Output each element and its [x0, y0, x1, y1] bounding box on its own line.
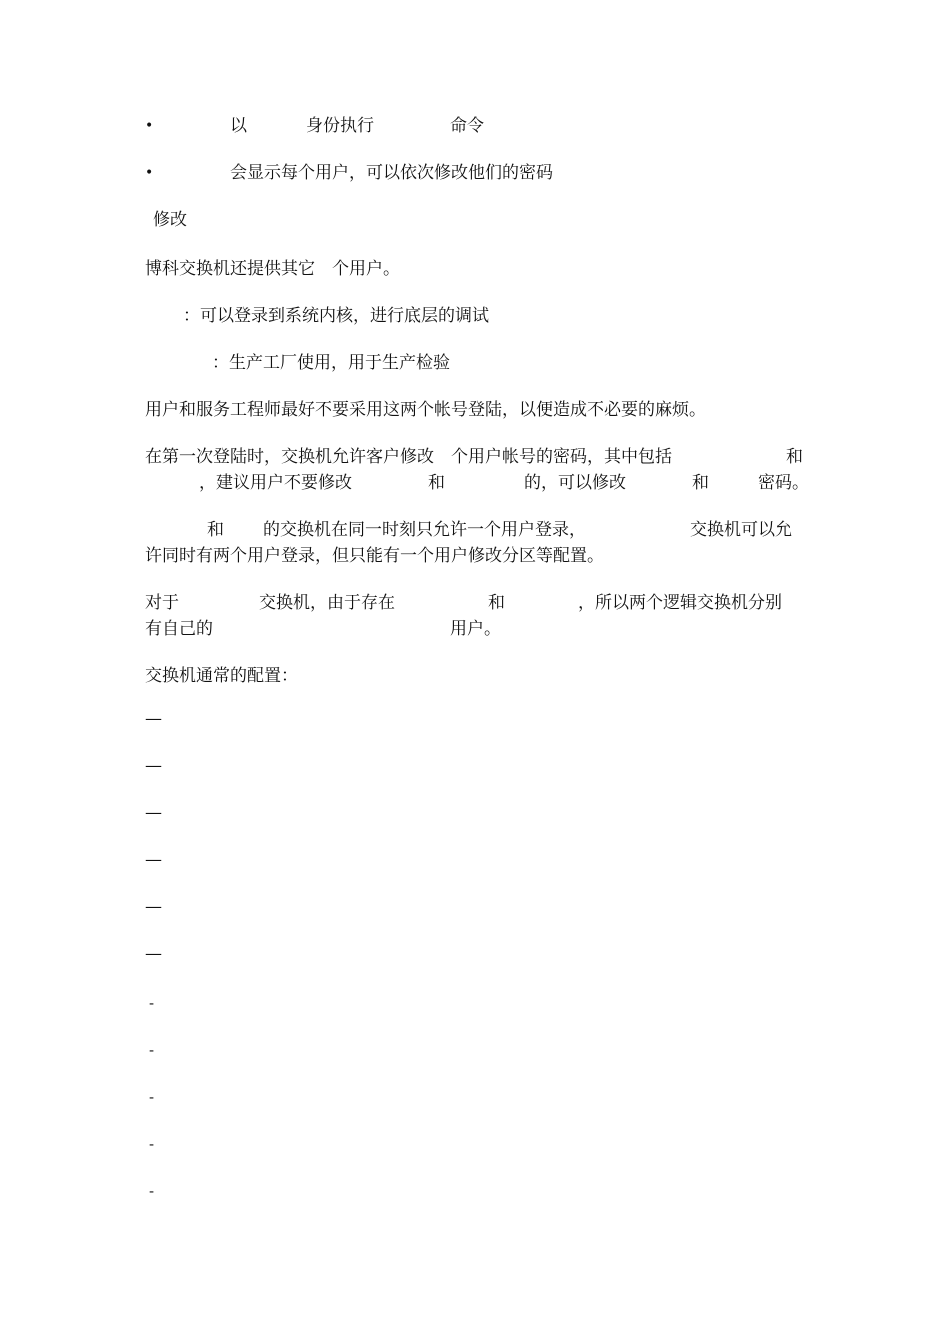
bullet-1-text-b: 身份执行 [306, 116, 374, 136]
short-dash-item: - [149, 1135, 155, 1153]
logical-text-c: 和 [488, 593, 505, 613]
concurrent-text-d: 许同时有两个用户登录，但只能有一个用户修改分区等配置。 [145, 546, 604, 566]
concurrent-text-c: 交换机可以允 [690, 520, 792, 540]
other-users-line: 博科交换机还提供其它 个用户。 [145, 259, 400, 279]
concurrent-text-b: 的交换机在同一时刻只允许一个用户登录， [263, 520, 586, 540]
modify-heading: 修改 [153, 210, 187, 230]
logical-text-f: 用户。 [450, 619, 501, 639]
first-login-text-b: 和 [786, 447, 803, 467]
dash-list-item: — [145, 897, 162, 917]
short-dash-item: - [149, 1182, 155, 1200]
concurrent-text-a: 和 [207, 520, 224, 540]
short-dash-item: - [149, 1041, 155, 1059]
logical-text-b: 交换机，由于存在 [259, 593, 395, 613]
dash-list-item: — [145, 850, 162, 870]
advice-line: 用户和服务工程师最好不要采用这两个帐号登陆，以便造成不必要的麻烦。 [145, 400, 706, 420]
logical-text-d: ，所以两个逻辑交换机分别 [578, 593, 782, 613]
first-login-text-a: 在第一次登陆时，交换机允许客户修改 个用户帐号的密码，其中包括 [145, 447, 672, 467]
first-login-text-g: 密码。 [758, 473, 809, 493]
dash-list-item: — [145, 803, 162, 823]
logical-text-a: 对于 [145, 593, 179, 613]
dash-list-item: — [145, 944, 162, 964]
dash-list-item: — [145, 709, 162, 729]
first-login-text-d: 和 [428, 473, 445, 493]
bullet-1-text-a: 以 [230, 116, 247, 136]
bullet-1-text-c: 命令 [450, 116, 484, 136]
short-dash-item: - [149, 1088, 155, 1106]
config-heading: 交换机通常的配置： [145, 666, 298, 686]
bullet-dot: • [145, 165, 154, 181]
first-login-text-e: 的，可以修改 [524, 473, 626, 493]
short-dash-item: - [149, 994, 155, 1012]
kernel-account-line: ：可以登录到系统内核，进行底层的调试 [183, 306, 489, 326]
first-login-text-c: ，建议用户不要修改 [199, 473, 352, 493]
bullet-dot: • [145, 118, 154, 134]
dash-list-item: — [145, 756, 162, 776]
first-login-text-f: 和 [692, 473, 709, 493]
bullet-2-text: 会显示每个用户，可以依次修改他们的密码 [230, 163, 553, 183]
factory-account-line: ：生产工厂使用，用于生产检验 [212, 353, 450, 373]
logical-text-e: 有自己的 [145, 619, 213, 639]
